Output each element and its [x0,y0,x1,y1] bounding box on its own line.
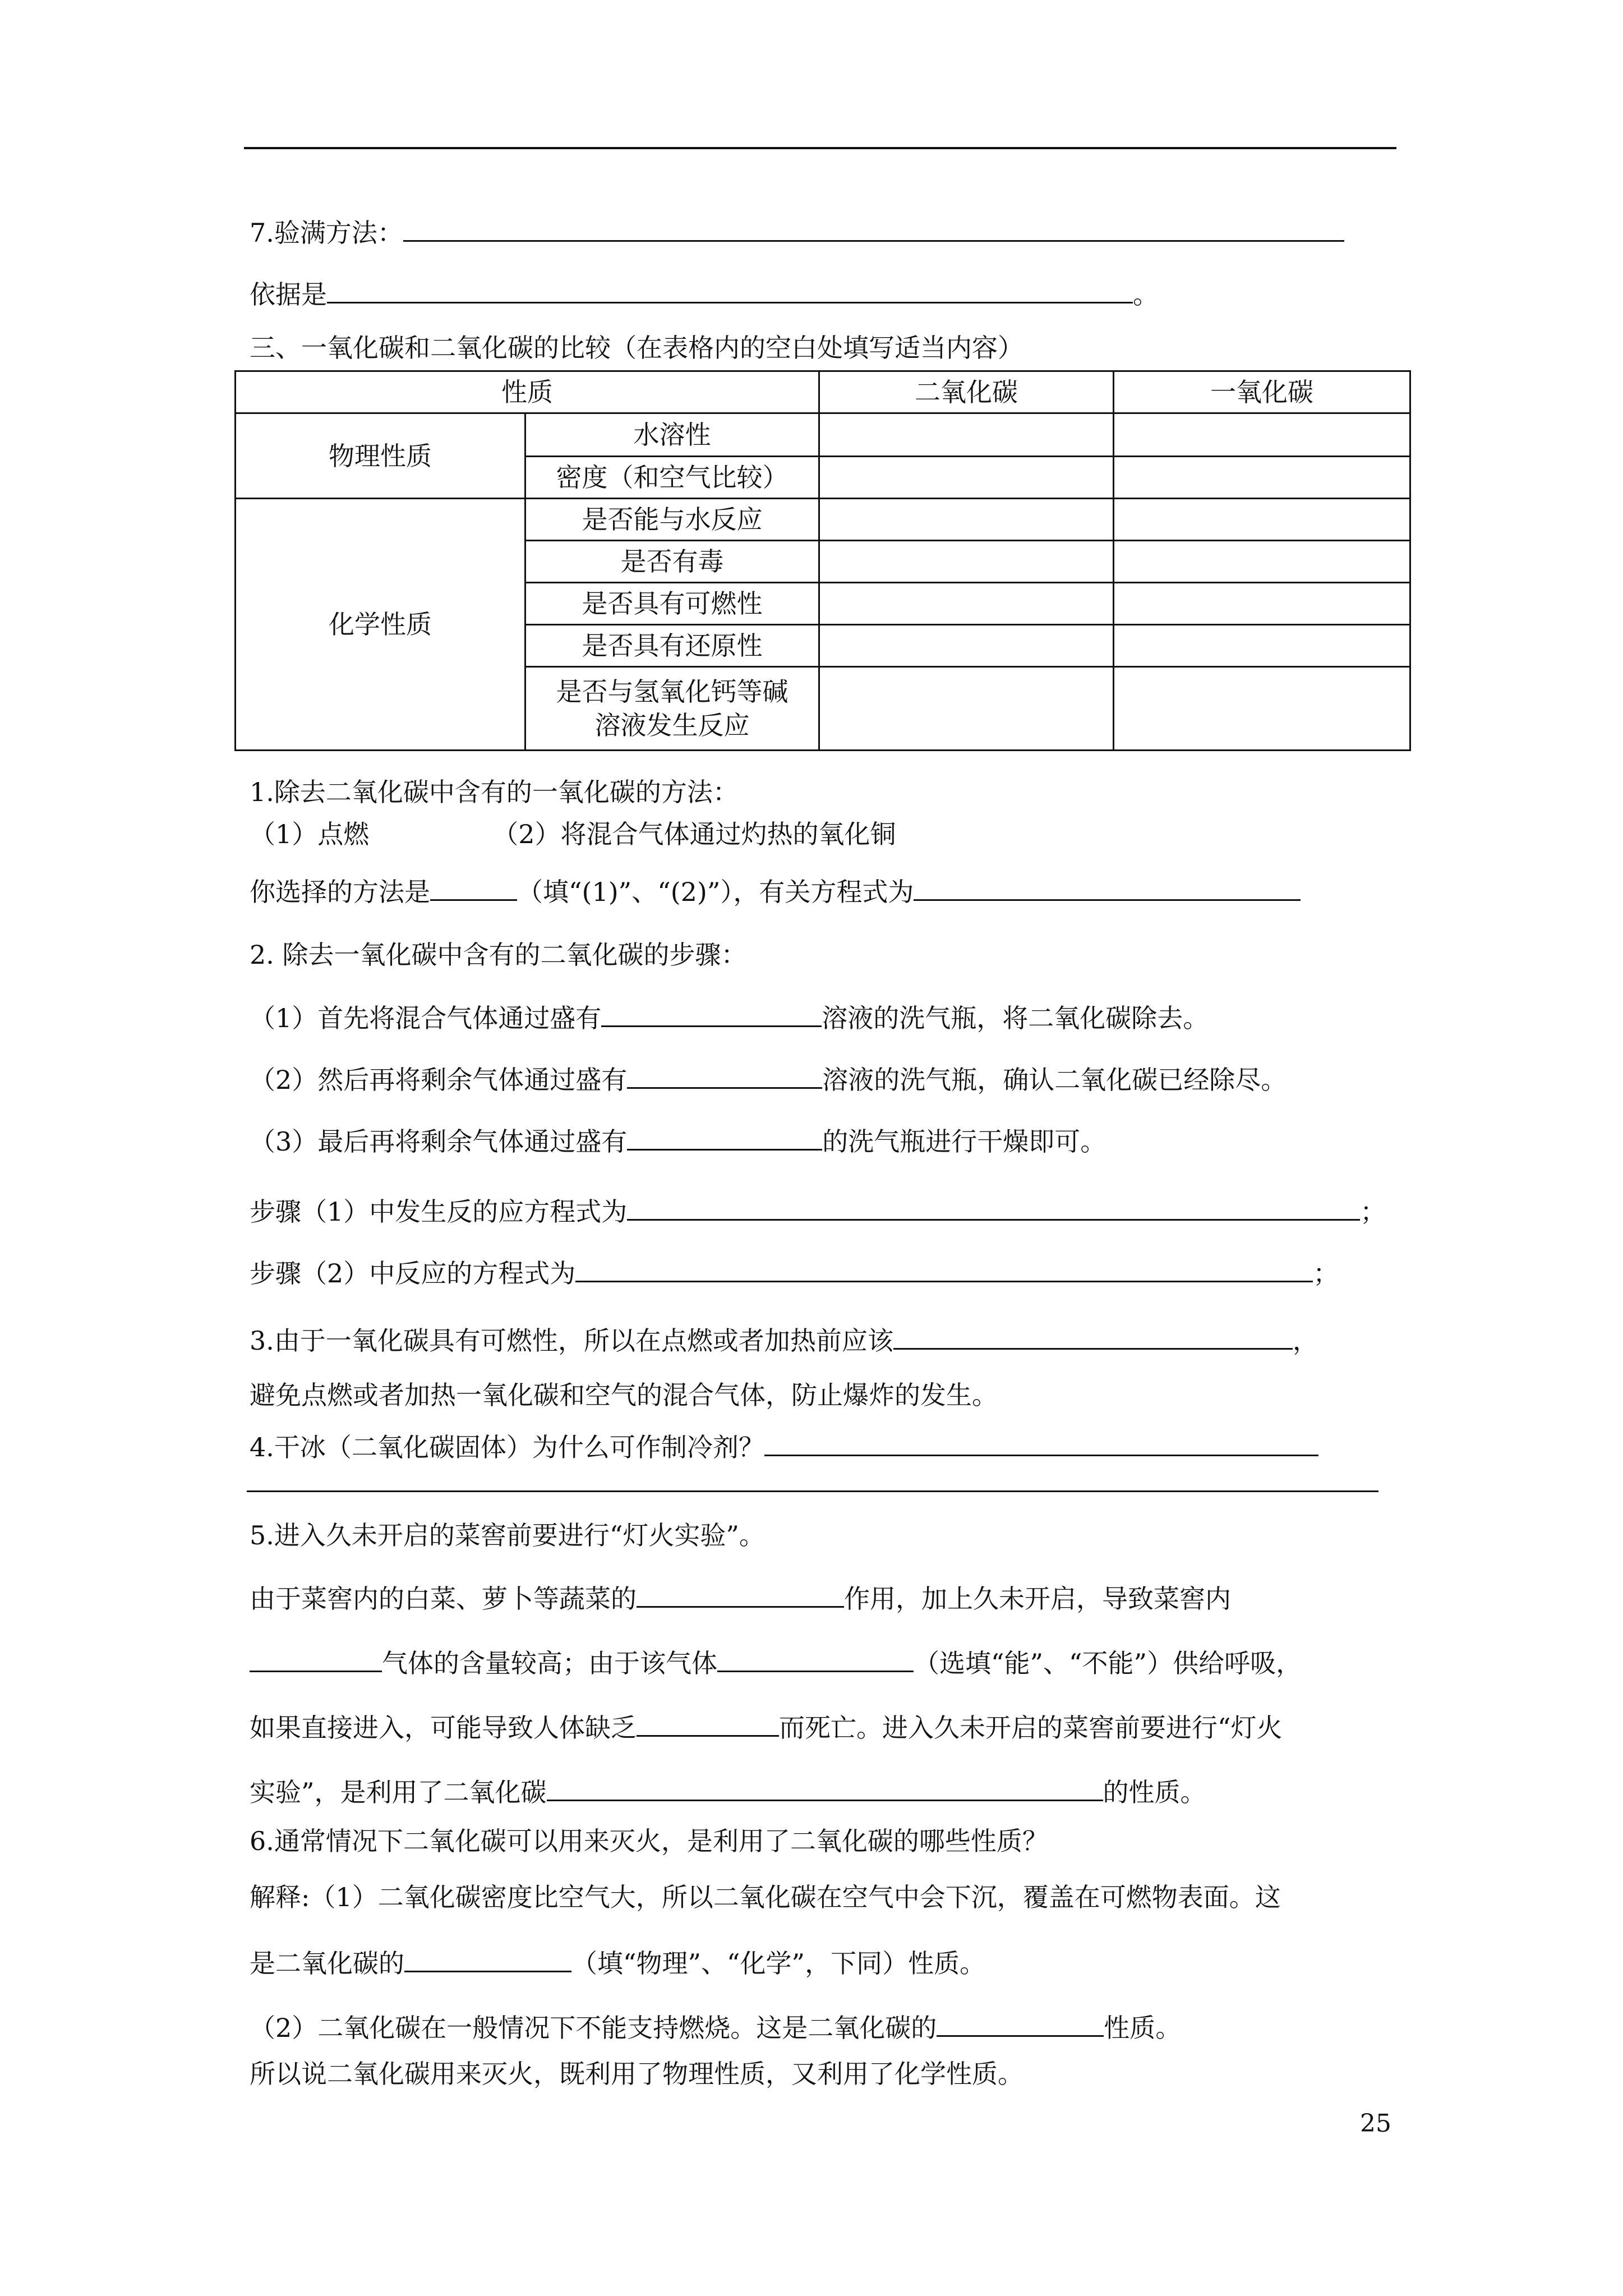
q2-step2 [250,1061,1287,1097]
q1-equation-label: （填“(1)”、“(2)”），有关方程式为 [517,877,914,907]
page-number: 25 [1360,2109,1391,2138]
q4-blank[interactable] [764,1429,1318,1456]
q5-l1-text: 由于菜窖内的白菜、萝卜等蔬菜的 [250,1584,637,1614]
row-label: 是否具有可燃性 [525,583,819,625]
header-rule [244,147,1396,149]
q6-chemical-blank[interactable] [937,2009,1104,2037]
q2-step3-blank[interactable] [627,1123,822,1151]
co-cell[interactable] [1114,413,1410,457]
q2-step2-blank[interactable] [627,1061,822,1089]
q7-basis-blank[interactable] [327,276,1133,303]
q7-basis-label: 依据是 [250,279,327,310]
comparison-table [234,370,1411,751]
q2-step3-text: （3）最后再将剩余气体通过盛有 [250,1126,628,1157]
row-label [525,667,819,751]
co-cell[interactable] [1114,541,1410,583]
q1-options-line [250,817,896,851]
q2-step1-text: （1）首先将混合气体通过盛有 [250,1003,602,1033]
q2-step3-text-end: 的洗气瓶进行干燥即可。 [822,1126,1106,1157]
q5-line3 [250,1709,1283,1745]
q5-line4 [250,1774,1206,1809]
co-cell[interactable] [1114,667,1410,751]
row-label-line-1: 是否与氢氧化钙等碱 [556,677,789,707]
q6-l3-text: （2）二氧化碳在一般情况下不能支持燃烧。这是二氧化碳的 [250,2013,937,2043]
q2-step2-text: （2）然后再将剩余气体通过盛有 [250,1065,628,1095]
q2-eq1-end: ； [1360,1197,1386,1227]
q2-eq1 [250,1193,1386,1228]
row-label: 密度（和空气比较） [525,457,819,499]
q7-basis-end: 。 [1133,279,1159,310]
q6-l2-text: 是二氧化碳的 [250,1948,404,1978]
table-row [236,499,1410,541]
q5-l1-text-end: 作用，加上久未开启，导致菜窖内 [844,1584,1231,1614]
table-header-row [236,371,1410,413]
row-label: 是否有毒 [525,541,819,583]
co-cell[interactable] [1114,625,1410,667]
physical-group-cell: 物理性质 [236,413,525,499]
co-cell[interactable] [1114,499,1410,541]
q4-text: 4.干冰（二氧化碳固体）为什么可作制冷剂？ [250,1432,764,1462]
q5-l4-text: 实验”，是利用了二氧化碳 [250,1777,547,1807]
q5-line1 [250,1580,1231,1616]
q1-option-2: （2）将混合气体通过灼热的氧化铜 [492,819,896,849]
q5-title: 5.进入久未开启的菜窖前要进行“灯火实验”。 [250,1520,765,1550]
q3-line2: 避免点燃或者加热一氧化碳和空气的混合气体，防止爆炸的发生。 [250,1380,998,1410]
q5-l4-text-end: 的性质。 [1103,1777,1206,1807]
q2-title: 2. 除去一氧化碳中含有的二氧化碳的步骤： [250,940,747,970]
q1-choose-line [250,873,1301,909]
q3-line1 [250,1322,1318,1358]
q5-property-blank[interactable] [547,1774,1103,1801]
q2-step1 [250,1000,1209,1035]
q1-equation-blank[interactable] [914,873,1301,901]
q2-eq2-end: ； [1313,1258,1339,1289]
q4-answer-rule[interactable] [247,1490,1378,1492]
q5-l3-text-end: 而死亡。进入久未开启的菜窖前要进行“灯火 [779,1713,1283,1743]
q6-l2-text-end: （填“物理”、“化学”，下同）性质。 [571,1948,986,1978]
row-label: 是否能与水反应 [525,499,819,541]
q5-l2-text: 气体的含量较高；由于该气体 [382,1648,717,1678]
q5-lack-blank[interactable] [637,1709,779,1737]
q6-l3-text-end: 性质。 [1104,2013,1182,2043]
co2-cell[interactable] [819,583,1114,625]
q5-effect-blank[interactable] [637,1580,844,1608]
q6-line3 [250,2009,1181,2045]
co2-cell[interactable] [819,413,1114,457]
q6-title: 6.通常情况下二氧化碳可以用来灭火，是利用了二氧化碳的哪些性质？ [250,1826,1048,1856]
row-label-line-2: 溶液发生反应 [594,710,750,740]
q5-gas-blank[interactable] [250,1645,382,1672]
q6-physical-blank[interactable] [404,1945,571,1972]
q3-comma: ， [1292,1326,1318,1356]
co2-cell[interactable] [819,541,1114,583]
q1-option-1: （1）点燃 [250,819,370,849]
chemical-group-cell: 化学性质 [236,499,525,751]
q1-title: 1.除去二氧化碳中含有的一氧化碳的方法： [250,777,739,807]
co2-cell[interactable] [819,667,1114,751]
q2-eq2 [250,1255,1339,1290]
q7-method-blank[interactable] [403,214,1344,242]
q2-eq2-blank[interactable] [575,1255,1313,1282]
q5-l3-text: 如果直接进入，可能导致人体缺乏 [250,1713,637,1743]
q2-eq2-label: 步骤（2）中反应的方程式为 [250,1258,576,1289]
q6-line2 [250,1945,985,1980]
q3-text: 3.由于一氧化碳具有可燃性，所以在点燃或者加热前应该 [250,1326,893,1356]
q5-can-blank[interactable] [717,1645,914,1672]
q2-step1-blank[interactable] [601,1000,822,1027]
section3-title: 三、一氧化碳和二氧化碳的比较（在表格内的空白处填写适当内容） [250,333,1023,363]
q2-step3 [250,1123,1106,1158]
q3-blank[interactable] [893,1322,1293,1350]
co2-cell[interactable] [819,625,1114,667]
q1-choice-blank[interactable] [430,873,517,901]
q1-choose-label: 你选择的方法是 [250,877,430,907]
q6-line4: 所以说二氧化碳用来灭火，既利用了物理性质，又利用了化学性质。 [250,2059,1023,2089]
q2-step1-text-end: 溶液的洗气瓶，将二氧化碳除去。 [822,1003,1209,1033]
co2-cell[interactable] [819,457,1114,499]
q7-method-label: 7.验满方法： [250,218,403,248]
row-label: 水溶性 [525,413,819,457]
q2-step2-text-end: 溶液的洗气瓶，确认二氧化碳已经除尽。 [822,1065,1287,1095]
co-cell[interactable] [1114,457,1410,499]
row-label: 是否具有还原性 [525,625,819,667]
co2-cell[interactable] [819,499,1114,541]
table-row [236,413,1410,457]
q5-line2 [250,1645,1302,1680]
q4-line [250,1429,1318,1464]
q7-basis-line [250,276,1159,311]
header-co2: 二氧化碳 [819,371,1114,413]
q6-line1: 解释:（1）二氧化碳密度比空气大，所以二氧化碳在空气中会下沉，覆盖在可燃物表面。这 [250,1882,1281,1912]
header-property: 性质 [236,371,819,413]
co-cell[interactable] [1114,583,1410,625]
q2-eq1-label: 步骤（1）中发生反的应方程式为 [250,1197,628,1227]
q2-eq1-blank[interactable] [627,1193,1360,1221]
q5-l2-text-end: （选填“能”、“不能”）供给呼吸， [914,1648,1302,1678]
q7-method-line [250,214,1344,250]
header-co: 一氧化碳 [1114,371,1410,413]
